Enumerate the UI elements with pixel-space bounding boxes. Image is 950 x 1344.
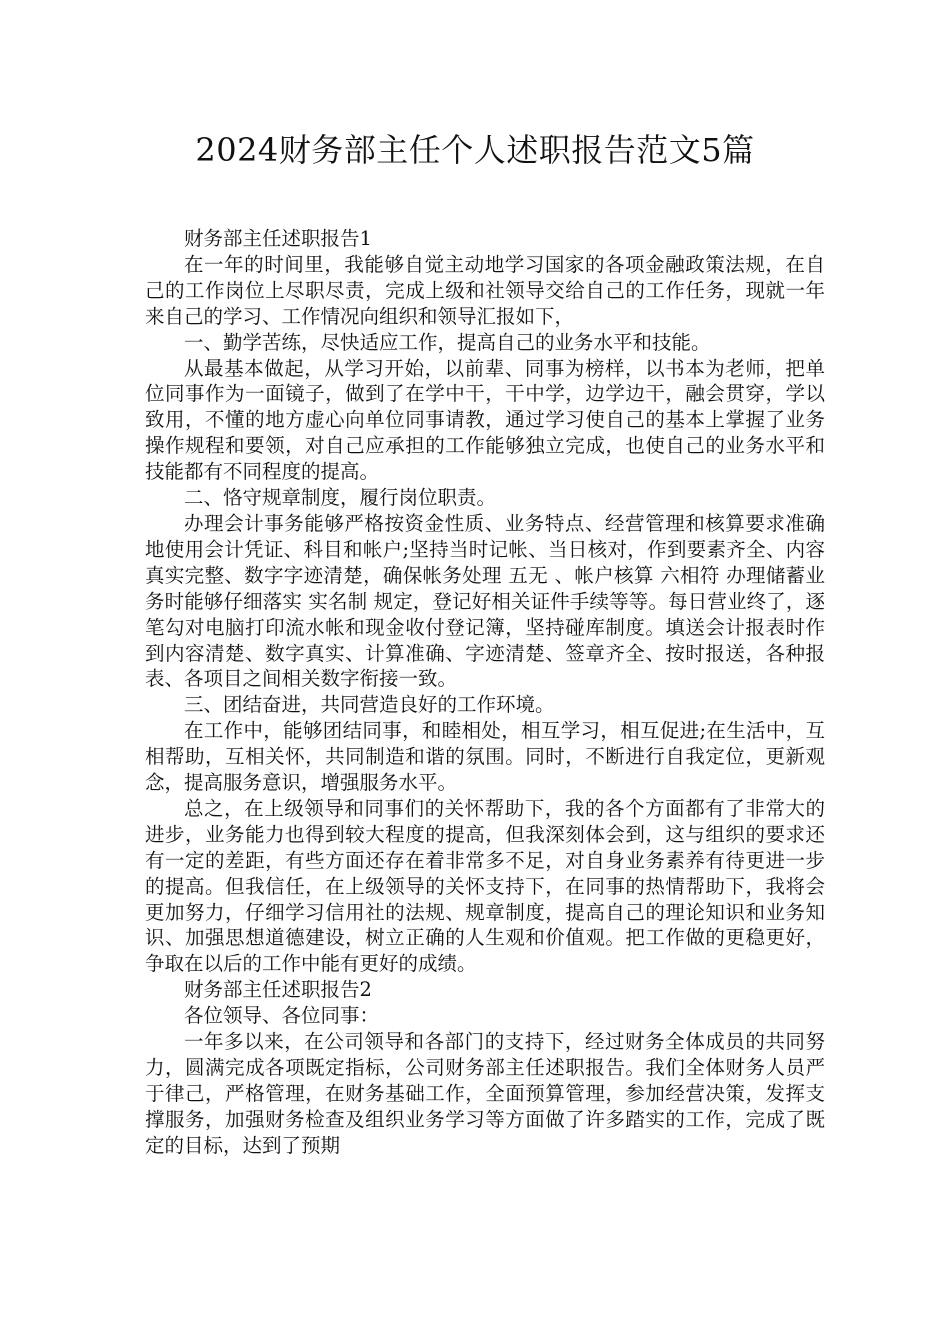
paragraph: 在一年的时间里，我能够自觉主动地学习国家的各项金融政策法规，在自己的工作岗位上尽职尽责，完成上级和社领导交给自己的工作任务，现就一年来自己的学习、工作情况向组织和领导汇报如下， [145,252,825,328]
section-heading-report-1: 财务部主任述职报告1 [184,227,372,250]
paragraph: 总之，在上级领导和同事们的关怀帮助下，我的各个方面都有了非常大的进步，业务能力也得到较大程度的提高，但我深刻体会到，这与组织的要求还有一定的差距，有些方面还存在着非常多不足，对自身业务素养有待更进一步的提高。但我信任，在上级领导的关怀支持下，在同事的热情帮助下，我将会更加努力，仔细学习信用社的法规、规章制度，提高自己的理论知识和业务知识、加强思想道德建设，树立正确的人生观和价值观。把工作做的更稳更好，争取在以后的工作中能有更好的成绩。 [145,796,825,976]
paragraph: 一年多以来，在公司领导和各部门的支持下，经过财务全体成员的共同努力，圆满完成各项既定指标，公司财务部主任述职报告。我们全体财务人员严于律己，严格管理，在财务基础工作，全面预算管理，参加经营决策，发挥支撑服务，加强财务检查及组织业务学习等方面做了许多踏实的工作，完成了既定的目标，达到了预期 [145,1030,825,1157]
paragraph: 在工作中，能够团结同事，和睦相处，相互学习，相互促进;在生活中，互相帮助，互相关怀，共同制造和谐的氛围。同时，不断进行自我定位，更新观念，提高服务意识，增强服务水平。 [145,719,825,795]
section-heading: 一、勤学苦练，尽快适应工作，提高自己的业务水平和技能。 [184,330,711,354]
paragraph: 办理会计事务能够严格按资金性质、业务特点、经营管理和核算要求准确地使用会计凭证、科目和帐户;坚持当时记帐、当日核对，作到要素齐全、内容真实完整、数字字迹清楚，确保帐务处理 五无 、帐户核算 六相符 办理储蓄业务时能够仔细落实 实名制 规定，登记好相关证件手续等等。每日营业终了，逐笔勾对电脑打印流水帐和现金收付登记簿，坚持碰库制度。填送会计报表时作到内容清楚、数字真实、计算准确、字迹清楚、签章齐全、按时报送，各种报表、各项目之间相关数字衔接一致。 [145,511,825,691]
section-heading: 二、恪守规章制度，履行岗位职责。 [184,486,497,510]
section-heading: 三、团结奋进，共同营造良好的工作环境。 [184,693,555,717]
document-body [145,226,825,1159]
salutation: 各位领导、各位同事： [184,1004,380,1028]
section-heading-report-2: 财务部主任述职报告2 [184,978,372,1002]
document-title: 2024财务部主任个人述职报告范文5篇 [195,131,755,169]
paragraph: 从最基本做起，从学习开始，以前辈、同事为榜样，以书本为老师，把单位同事作为一面镜子，做到了在学中干，干中学，边学边干，融会贯穿，学以致用，不懂的地方虚心向单位同事请教，通过学习使自己的基本上掌握了业务操作规程和要领，对自己应承担的工作能够独立完成，也使自己的业务水平和技能都有不同程度的提高。 [145,356,825,484]
